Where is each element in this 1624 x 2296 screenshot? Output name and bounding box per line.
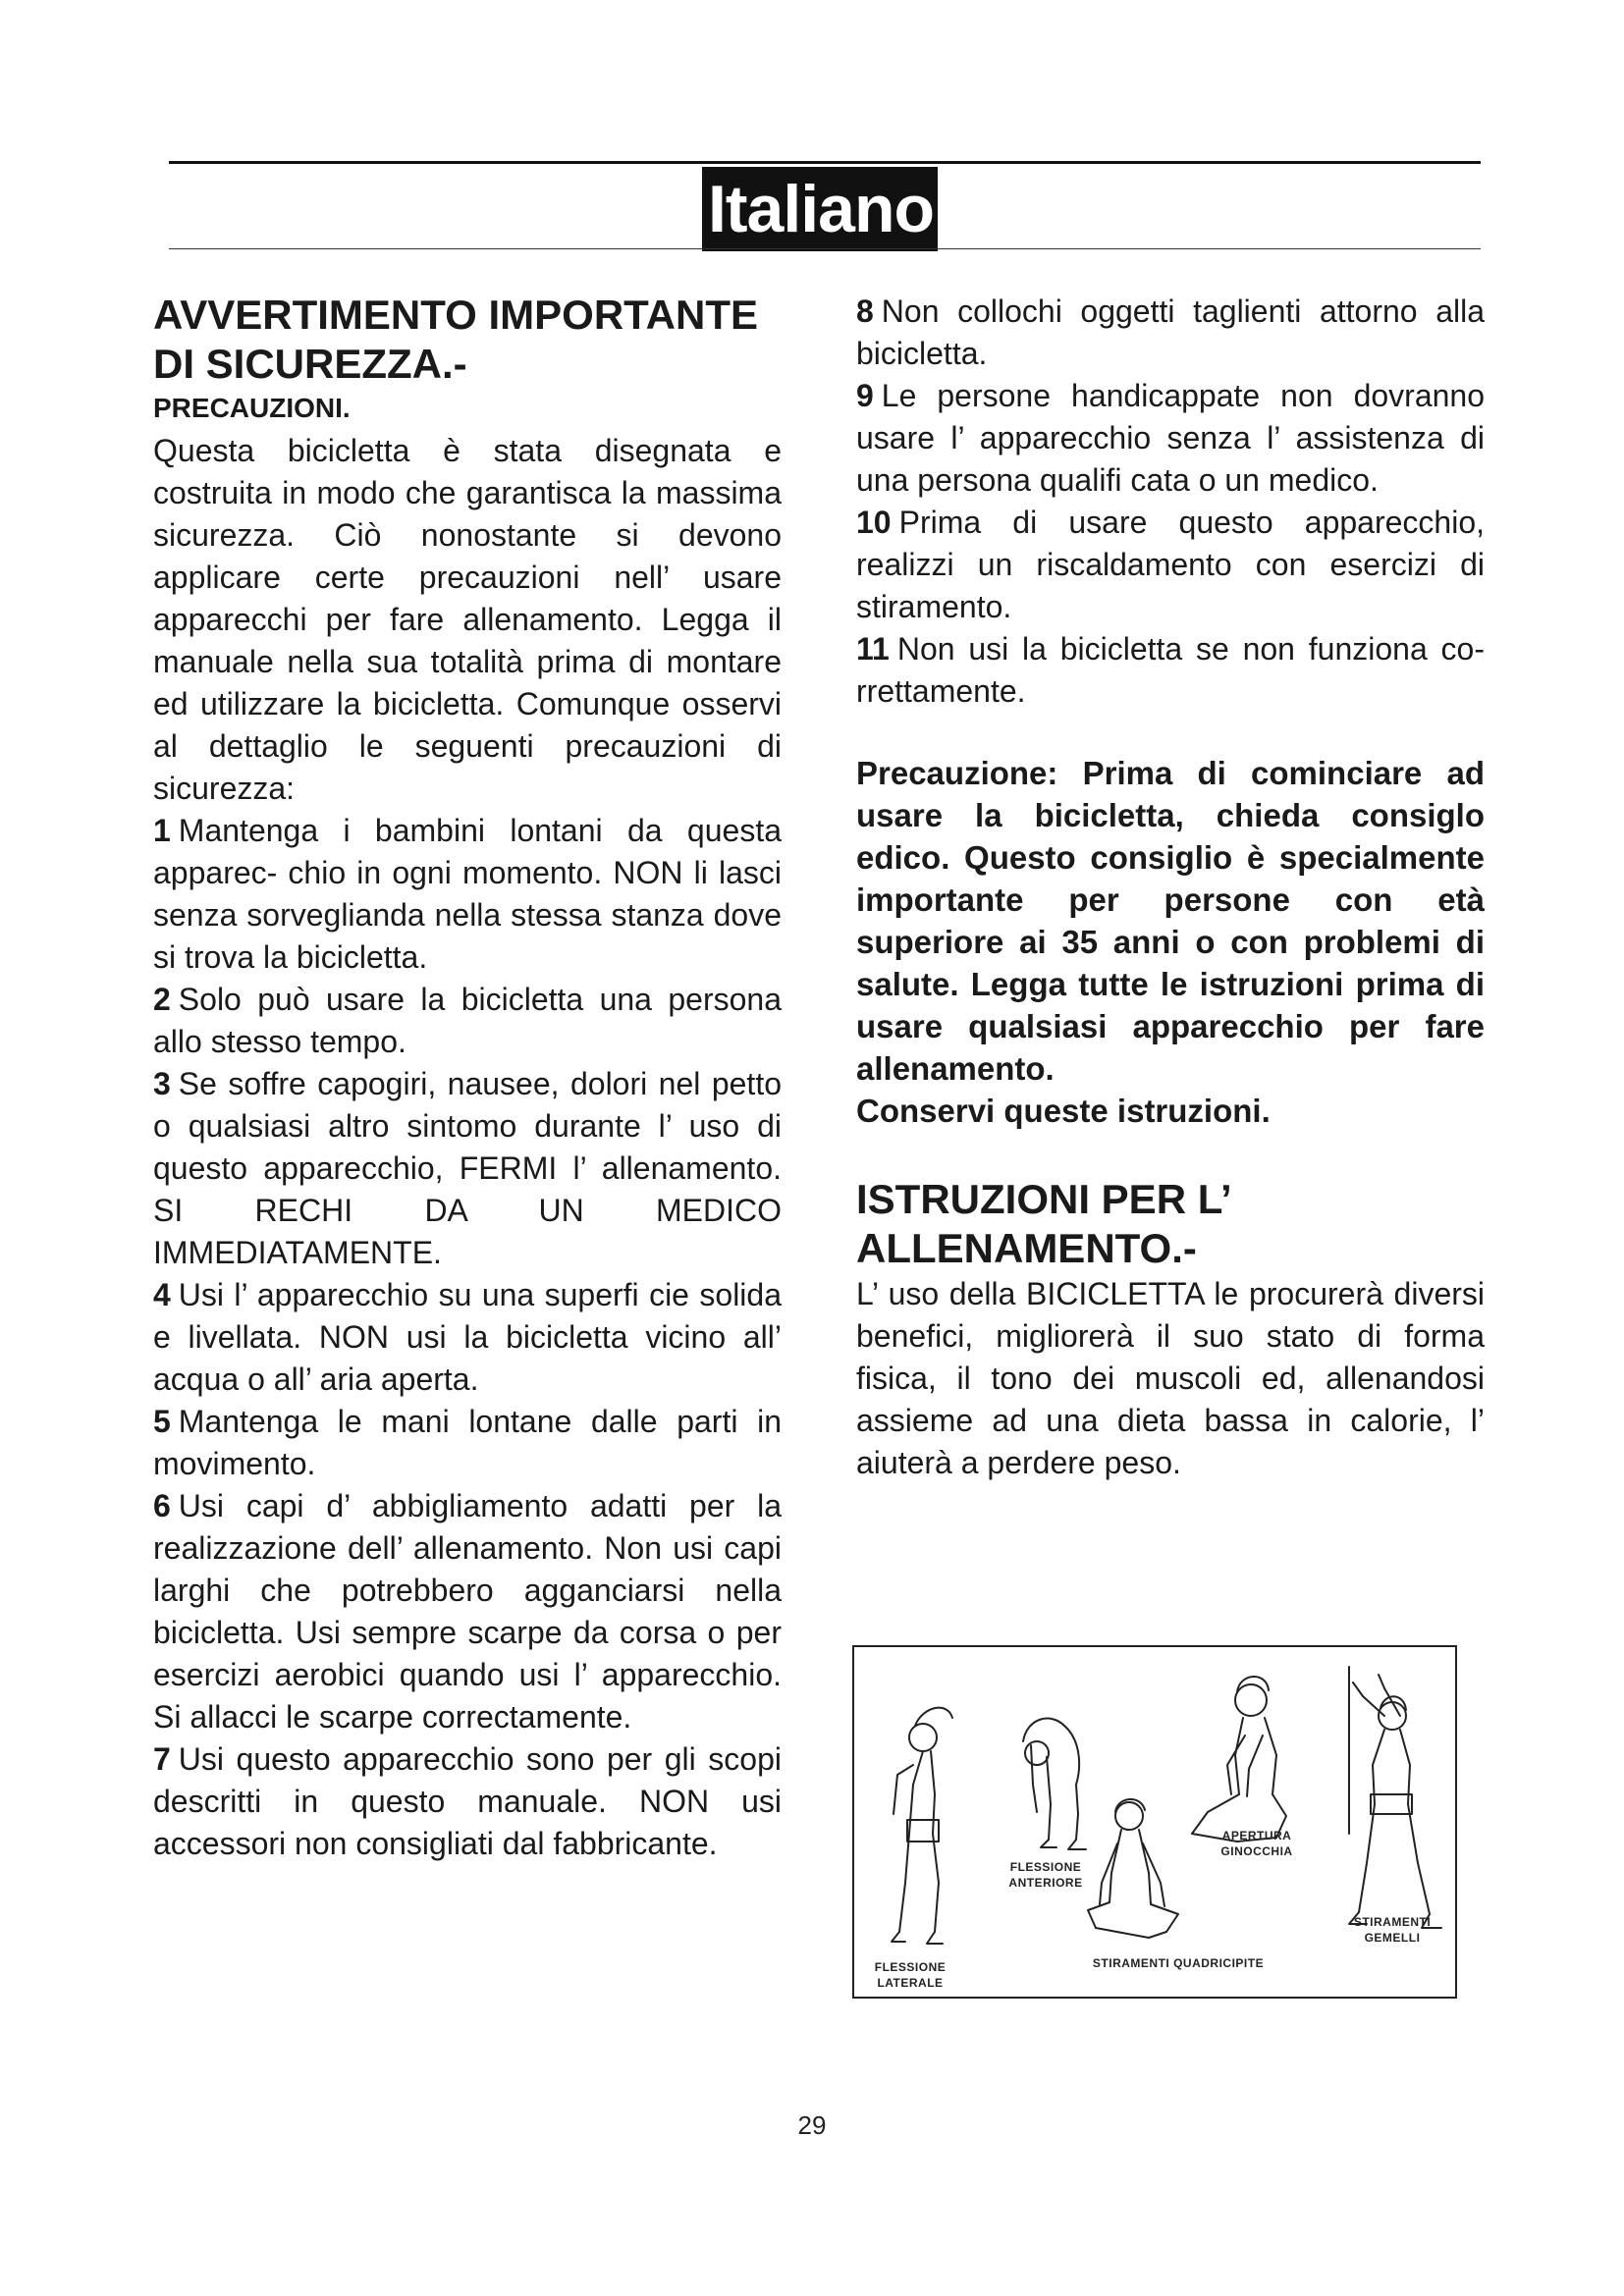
warning-paragraph: Precauzione: Prima di cominciare ad usare la bicicletta, chieda consiglo edico. Questo consiglio è specialmente importante per persone con età superiore ai 35 anni o con problemi di salute. Legga tutte le istruzioni prima di usare qualsiasi apparecchio per fare allenamento. — [856, 755, 1485, 1087]
spacer — [856, 713, 1485, 752]
list-item: 4 Usi l’ apparecchio su una superfi cie solida e livellata. NON usi la bicicletta vicino all’ acqua o all’ aria aperta. — [153, 1277, 782, 1397]
precautions-subheading: PRECAUZIONI. — [153, 393, 351, 423]
quadriceps-stretch-figure — [1088, 1799, 1178, 1938]
list-item: 9 Le persone handicappate non dovranno usare l’ apparecchio senza l’ assistenza di una persona qualifi cata o un medico. — [856, 378, 1485, 498]
header-rule-bottom — [169, 248, 1481, 249]
lateral-flexion-figure — [892, 1708, 952, 1944]
intro-paragraph: Questa bicicletta è stata disegnata e costruita in modo che garantisca la massima sicurezza. Ciò nonostante si devono applicare certe precauzioni nell’ usare apparecchi per fare allenamento. Legga il manuale nella sua totalità prima di montare ed utilizzare la bicicletta. Comunque osservi al dettaglio le seguenti precauzioni di sicurezza: — [153, 433, 782, 806]
list-item: 2 Solo può usare la bicicletta una persona allo stesso tempo. — [153, 982, 782, 1059]
list-item: 3 Se soffre capogiri, nausee, dolori nel petto o qualsiasi altro sintomo durante l’ uso di questo apparecchio, FERMI l’ allenamento. SI RECHI DA UN MEDICO IMMEDIATAMENTE. — [153, 1066, 782, 1270]
forward-flexion-caption: FLESSIONE ANTERIORE — [1008, 1860, 1083, 1890]
keep-instructions-note: Conservi queste istruzioni. — [856, 1093, 1271, 1129]
knee-opening-caption: APERTURA GINOCCHIA — [1220, 1829, 1293, 1858]
calf-stretch-caption: STIRAMENTI GEMELLI — [1353, 1915, 1432, 1945]
training-heading: ISTRUZIONI PER L’ ALLENAMENTO.- — [856, 1176, 1230, 1271]
stretching-exercises-figure — [852, 1645, 1457, 1999]
list-item: 6 Usi capi d’ abbigliamento adatti per la realizzazione dell’ allenamento. Non usi capi larghi che potrebbero agganciarsi nella bicicletta. Usi sempre scarpe da corsa o per esercizi aerobici quando usi l’ apparecchio. Si allacci le scarpe correctamente. — [153, 1488, 782, 1735]
training-paragraph: L’ uso della BICICLETTA le procurerà diversi benefici, migliorerà il suo stato di forma fisica, il tono dei muscoli ed, allenandosi assieme ad una dieta bassa in calorie, l’ aiuterà a perdere peso. — [856, 1276, 1485, 1480]
list-item: 1 Mantenga i bambini lontani da questa apparec- chio in ogni momento. NON li lasci senza sorveglianda nella stessa stanza dove si trova la bicicletta. — [153, 813, 782, 975]
language-title: Italiano — [702, 167, 938, 251]
left-column — [153, 291, 782, 1865]
page-number: 29 — [797, 2110, 827, 2140]
spacer — [856, 1132, 1485, 1175]
safety-heading: AVVERTIMENTO IMPORTANTE DI SICUREZZA.- — [153, 292, 759, 387]
knee-opening-figure — [1192, 1677, 1286, 1842]
list-item: 8 Non collochi oggetti taglienti attorno alla bicicletta. — [856, 294, 1485, 371]
list-item: 10 Prima di usare questo apparecchio, realizzi un riscaldamento con esercizi di stiramento. — [856, 505, 1485, 624]
header-rule-top — [169, 161, 1481, 164]
right-column — [856, 291, 1485, 1484]
list-item: 5 Mantenga le mani lontane dalle parti in movimento. — [153, 1404, 782, 1481]
list-item: 11 Non usi la bicicletta se non funziona co- rrettamente. — [856, 631, 1485, 709]
list-item: 7 Usi questo apparecchio sono per gli scopi descritti in questo manuale. NON usi accessori non consigliati dal fabbricante. — [153, 1741, 782, 1861]
calf-stretch-figure — [1349, 1667, 1441, 1928]
quadriceps-stretch-caption: STIRAMENTI QUADRICIPITE — [1092, 1956, 1265, 1970]
lateral-flexion-caption: FLESSIONE LATERALE — [874, 1960, 947, 1990]
forward-flexion-figure — [1023, 1719, 1086, 1849]
